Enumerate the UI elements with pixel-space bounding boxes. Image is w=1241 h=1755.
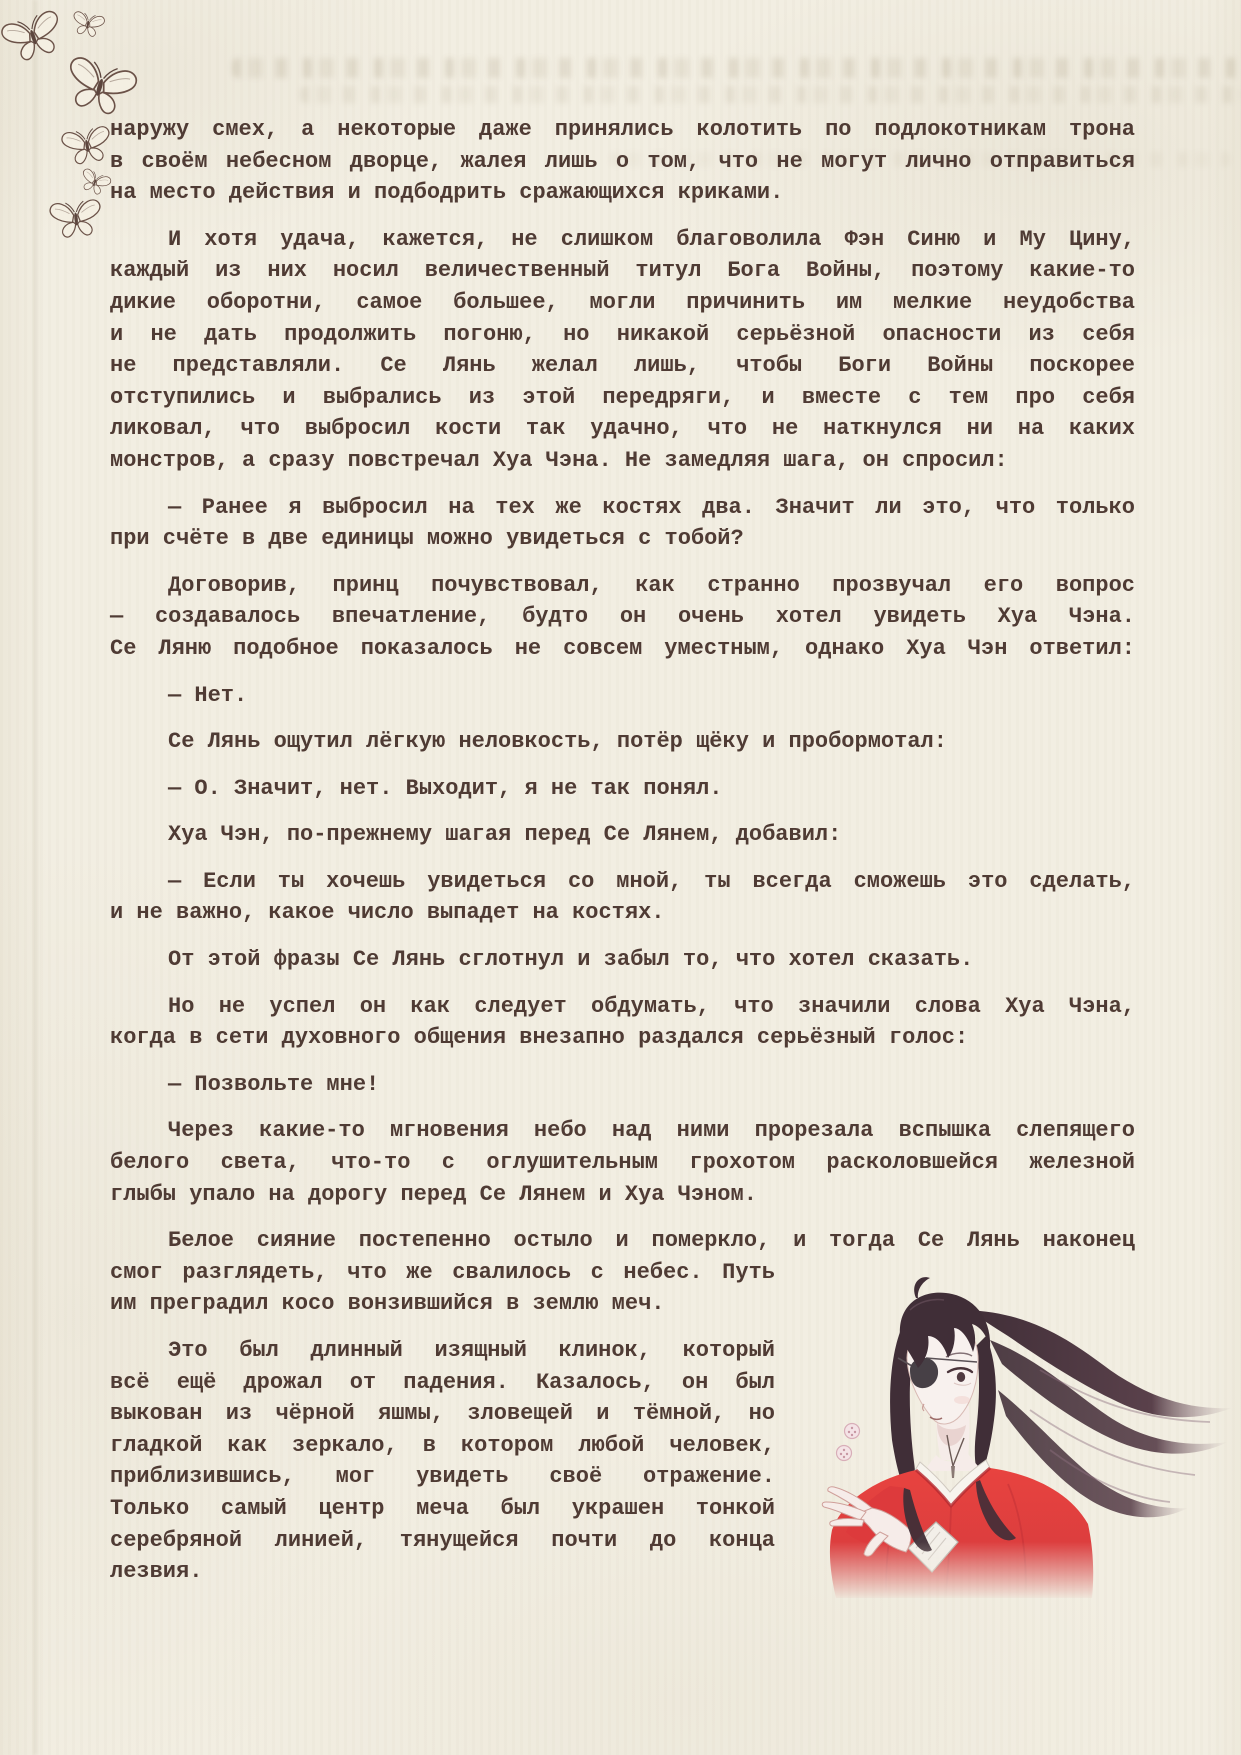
- text-line: — создавалось впечатление, будто он очень хотел увидеть Хуа Чэна.: [110, 604, 1135, 630]
- text-line: — Если ты хочешь увидеться со мной, ты всегда сможешь это сделать,: [168, 868, 1135, 894]
- paragraph: [110, 570, 1135, 665]
- bleedthrough-band: [300, 86, 1241, 103]
- butterfly-icon: [0, 9, 67, 64]
- text-line: Белое сияние постепенно остыло и померкло, и тогда Се Лянь наконец: [168, 1228, 1135, 1254]
- paragraph: [110, 680, 1135, 712]
- dice: [837, 1424, 860, 1461]
- text-line: Хуа Чэн, по-прежнему шагая перед Се Лянем, добавил:: [168, 822, 842, 848]
- paragraph: [110, 726, 1135, 758]
- text-line: всё ещё дрожал от падения. Казалось, он был: [110, 1369, 775, 1395]
- text-line: наружу смех, а некоторые даже принялись колотить по подлокотникам трона: [110, 117, 1135, 142]
- text-line: каждый из них носил величественный титул Бога Войны, поэтому какие-то: [110, 258, 1135, 284]
- butterfly-icon: [61, 56, 139, 119]
- text-line: когда в сети духовного общения внезапно раздался серьёзный голос:: [110, 1025, 969, 1051]
- paragraph: [110, 1257, 775, 1320]
- text-line: — О. Значит, нет. Выходит, я не так понял.: [168, 775, 723, 801]
- text-line: при счёте в две единицы можно увидеться с тобой?: [110, 526, 744, 552]
- text-line: Се Лянь ощутил лёгкую неловкость, потёр щёку и пробормотал:: [168, 729, 947, 755]
- paragraph: [110, 114, 1135, 209]
- text-line: серебряной линией, тянущейся почти до конца: [110, 1527, 775, 1553]
- butterfly-icon: [61, 126, 113, 166]
- text-line: дикие оборотни, самое большее, могли причинить им мелкие неудобства: [110, 289, 1135, 315]
- paragraph: [110, 773, 1135, 805]
- text-line: монстров, а сразу повстречал Хуа Чэна. Не замедляя шага, он спросил:: [110, 447, 1008, 473]
- text-line: глыбы упало на дорогу перед Се Лянем и Хуа Чэном.: [110, 1181, 757, 1207]
- text-line: не представляли. Се Лянь желал лишь, чтобы Боги Войны поскорее: [110, 353, 1135, 379]
- hua-cheng-illustration: [740, 1240, 1240, 1600]
- butterfly-icon: [71, 11, 106, 38]
- text-line: гладкой как зеркало, в котором любой человек,: [110, 1432, 775, 1458]
- text-line: — Нет.: [168, 682, 248, 708]
- text-line: лезвия.: [110, 1559, 203, 1585]
- paragraph: [110, 1069, 1135, 1101]
- text-line: в своём небесном дворце, жалея лишь о том, что не могут лично отправиться: [110, 148, 1135, 174]
- text-line: — Позвольте мне!: [168, 1071, 380, 1097]
- text-line: смог разглядеть, что же свалилось с небес. Путь: [110, 1259, 775, 1285]
- text-line: и не дать продолжить погоню, но никакой серьёзной опасности из себя: [110, 321, 1135, 347]
- text-line: И хотя удача, кажется, не слишком благоволила Фэн Синю и Му Цину,: [168, 226, 1135, 252]
- paragraph: [110, 866, 1135, 929]
- paragraph: [110, 1335, 775, 1588]
- text-line: От этой фразы Се Лянь сглотнул и забыл то, что хотел сказать.: [168, 947, 974, 973]
- paragraph: [110, 492, 1135, 555]
- text-line: на место действия и подбодрить сражающихся криками.: [110, 180, 784, 206]
- text-line: выкован из чёрной яшмы, зловещей и тёмной, но: [110, 1401, 775, 1427]
- text-line: Это был длинный изящный клинок, который: [168, 1338, 775, 1363]
- text-line: Се Ляню подобное показалось не совсем уместным, однако Хуа Чэн ответил:: [110, 635, 1135, 661]
- text-line: приблизившись, мог увидеть своё отражение.: [110, 1464, 775, 1490]
- paragraph: [110, 991, 1135, 1054]
- text-line: им преградил косо вонзившийся в землю меч.: [110, 1291, 665, 1317]
- paragraph: [110, 224, 1135, 477]
- text-line: — Ранее я выбросил на тех же костях два. Значит ли это, что только: [168, 494, 1135, 520]
- text-line: Договорив, принц почувствовал, как странно прозвучал его вопрос: [168, 572, 1135, 598]
- bleedthrough-band: [232, 58, 1241, 78]
- text-line: ликовал, что выбросил кости так удачно, что не наткнулся ни на каких: [110, 416, 1135, 442]
- paper-crease: [34, 0, 37, 1755]
- text-line: отступились и выбрались из этой передряги, и вместе с тем про себя: [110, 384, 1135, 410]
- butterfly-icon: [49, 199, 102, 238]
- text-line: белого света, что-то с оглушительным грохотом расколовшейся железной: [110, 1150, 1135, 1176]
- paragraph: [110, 944, 1135, 976]
- butterfly-icon: [78, 168, 112, 197]
- text-line: Но не успел он как следует обдумать, что значили слова Хуа Чэна,: [168, 993, 1135, 1019]
- text-line: и не важно, какое число выпадет на костях.: [110, 900, 665, 926]
- paragraph: [110, 1115, 1135, 1210]
- text-line: Через какие-то мгновения небо над ними прорезала вспышка слепящего: [168, 1118, 1135, 1144]
- paragraph: [110, 819, 1135, 851]
- text-line: Только самый центр меча был украшен тонкой: [110, 1495, 775, 1521]
